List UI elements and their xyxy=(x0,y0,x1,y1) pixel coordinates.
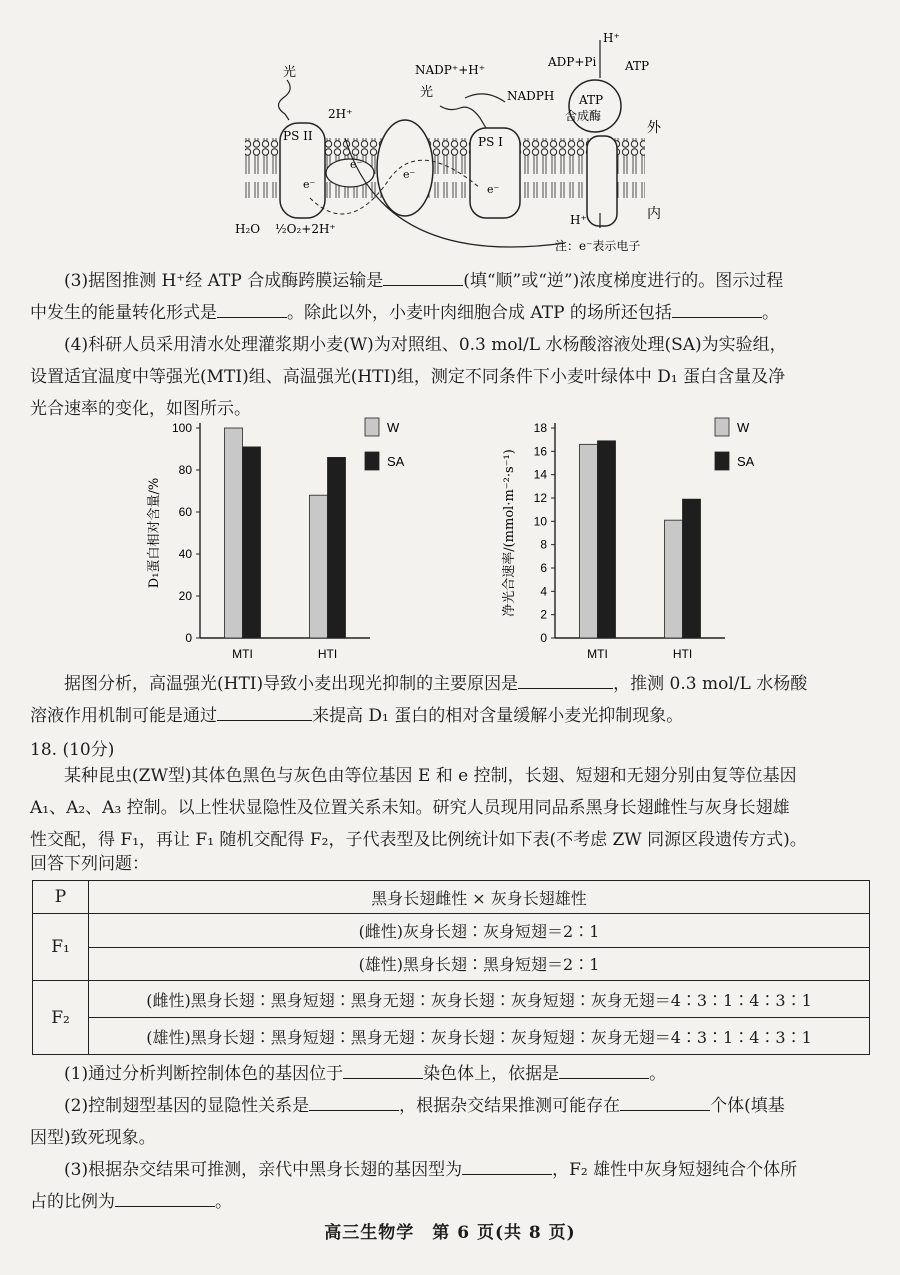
nadph-label: NADPH xyxy=(507,89,555,103)
table-row xyxy=(33,1018,870,1055)
cross-table xyxy=(32,880,870,1055)
legend-swatch-sa xyxy=(365,452,379,470)
answer-blank[interactable] xyxy=(309,1092,399,1111)
y-tick-label: 16 xyxy=(533,444,547,459)
atp-label: ATP xyxy=(625,59,650,73)
q18-intro1: 某种昆虫(ZW型)其体色黑色与灰色由等位基因 E 和 e 控制，长翅、短翅和无翅分别由复等位基因 xyxy=(64,766,797,786)
answer-blank[interactable] xyxy=(559,1060,649,1079)
p-label: P xyxy=(33,881,89,914)
psii-label: PS II xyxy=(283,129,313,143)
electron-label-1: e⁻ xyxy=(303,178,316,191)
nadph-arrow xyxy=(465,94,505,102)
answer-blank[interactable] xyxy=(217,299,287,318)
light-arrow-2 xyxy=(440,106,486,128)
x-tick-label: MTI xyxy=(232,647,253,661)
y-tick-label: 80 xyxy=(178,463,192,477)
q18-sub3: (3)根据杂交结果可推测，亲代中黑身长翅的基因型为 ，F₂ 雄性中灰身短翅纯合个体所 xyxy=(30,1154,870,1186)
bar-w-hti xyxy=(310,495,328,638)
diagram-note: 注：e⁻表示电子 xyxy=(555,239,641,253)
answer-blank[interactable] xyxy=(518,670,613,689)
bar-sa-hti xyxy=(683,499,701,638)
y-axis-label: 净光合速率/(mmol·m⁻²·s⁻¹) xyxy=(502,449,517,617)
y-tick-label: 18 xyxy=(533,421,547,435)
psi-label: PS I xyxy=(478,135,503,149)
electron-label-2: e⁻ xyxy=(350,158,363,171)
legend-swatch-sa xyxy=(715,452,729,470)
q18-intro3: 性交配，得 F₁，再让 F₁ 随机交配得 F₂，子代表型及比例统计如下表(不考虑 ZW 同源区段遗传方式)。 xyxy=(30,830,807,850)
p-cross: 黑身长翅雌性 × 灰身长翅雄性 xyxy=(89,881,870,914)
y-tick-label: 40 xyxy=(178,547,192,561)
f1-label: F₁ xyxy=(33,914,89,981)
bar-sa-mti xyxy=(598,441,616,638)
light-label-2: 光 xyxy=(420,85,434,100)
x-tick-label: HTI xyxy=(672,647,693,661)
light-arrow-1 xyxy=(278,80,290,120)
y-tick-label: 14 xyxy=(533,467,547,482)
q4-line2: 设置适宜温度中等强光(MTI)组、高温强光(HTI)组，测定不同条件下小麦叶绿体中 D₁ 蛋白含量及净 xyxy=(30,367,786,387)
atp-synthase-label-2: 合成酶 xyxy=(565,109,602,123)
q18-sub2: (2)控制翅型基因的显隐性关系是 ，根据杂交结果推测可能存在 个体(填基 xyxy=(30,1090,870,1122)
bar-charts xyxy=(130,410,830,665)
h-top-label: H⁺ xyxy=(603,31,620,45)
q4-line1: (4)科研人员采用清水处理灌浆期小麦(W)为对照组、0.3 mol/L 水杨酸溶液处理(SA)为实验组， xyxy=(64,335,787,355)
table-row xyxy=(33,881,870,914)
y-tick-label: 20 xyxy=(178,589,192,603)
adp-pi-label: ADP+Pi xyxy=(548,55,597,69)
electron-label-3: e⁻ xyxy=(403,168,416,181)
bar-w-mti xyxy=(580,444,598,638)
bar-w-hti xyxy=(665,520,683,638)
q4-after-line2: 溶液作用机制可能是通过 来提高 D₁ 蛋白的相对含量缓解小麦光抑制现象。 xyxy=(30,700,870,732)
q18-sub2-cont: 因型)致死现象。 xyxy=(30,1128,156,1148)
q3-line1: (3)据图推测 H⁺经 ATP 合成酶跨膜运输是 (填“顺”或“逆”)浓度梯度进行的。图示过程 xyxy=(30,265,870,297)
legend-label-w: W xyxy=(737,420,750,435)
light-label-1: 光 xyxy=(283,65,297,80)
answer-blank[interactable] xyxy=(620,1092,710,1111)
thylakoid-diagram xyxy=(225,28,685,258)
q4-after-line1: 据图分析，高温强光(HTI)导致小麦出现光抑制的主要原因是 ，推测 0.3 mol/L 水杨酸 xyxy=(30,668,870,700)
x-tick-label: MTI xyxy=(587,647,608,661)
q18-sub1: (1)通过分析判断控制体色的基因位于 染色体上，依据是 。 xyxy=(30,1058,870,1090)
o2-label: ½O₂+2H⁺ xyxy=(275,222,336,236)
y-tick-label: 4 xyxy=(540,584,547,599)
two-h-label: 2H⁺ xyxy=(328,107,353,121)
q18-sub3-cont: 占的比例为 。 xyxy=(30,1186,870,1218)
y-tick-label: 0 xyxy=(185,631,192,645)
h2o-label: H₂O xyxy=(235,222,261,236)
legend-label-w: W xyxy=(387,420,400,435)
f1-female: (雌性)灰身长翅∶灰身短翅＝2∶1 xyxy=(89,914,870,948)
x-tick-label: HTI xyxy=(317,647,338,661)
f2-label: F₂ xyxy=(33,981,89,1055)
answer-blank[interactable] xyxy=(383,267,463,286)
table-row xyxy=(33,914,870,948)
table-row xyxy=(33,981,870,1018)
answer-blank[interactable] xyxy=(217,702,312,721)
answer-blank[interactable] xyxy=(462,1156,552,1175)
q18-intro4: 回答下列问题： xyxy=(30,854,149,874)
bar-sa-mti xyxy=(243,447,261,638)
q18-intro2: A₁、A₂、A₃ 控制。以上性状显隐性及位置关系未知。研究人员现用同品系黑身长翅雌性与灰身长翅雄 xyxy=(30,798,790,818)
atp-synthase-stalk xyxy=(587,136,617,226)
answer-blank[interactable] xyxy=(115,1188,215,1207)
bar-sa-hti xyxy=(328,457,346,638)
table-row xyxy=(33,947,870,981)
outside-label: 外 xyxy=(647,120,661,136)
y-tick-label: 100 xyxy=(171,421,192,435)
y-axis-label: D₁蛋白相对含量/% xyxy=(147,477,162,589)
y-tick-label: 2 xyxy=(540,607,547,622)
q18-heading: 18. (10分) xyxy=(30,740,115,760)
q4-line3: 光合速率的变化，如图所示。 xyxy=(30,399,251,419)
f2-female: (雌性)黑身长翅∶黑身短翅∶黑身无翅∶灰身长翅∶灰身短翅∶灰身无翅＝4∶3∶1∶4∶3∶1 xyxy=(89,981,870,1018)
y-tick-label: 10 xyxy=(533,514,547,529)
bar-w-mti xyxy=(225,428,243,638)
y-tick-label: 6 xyxy=(540,561,547,575)
atp-synthase-label-1: ATP xyxy=(579,93,604,107)
y-tick-label: 8 xyxy=(540,537,547,552)
legend-swatch-w xyxy=(365,418,379,436)
electron-label-4: e⁻ xyxy=(487,183,500,196)
y-tick-label: 60 xyxy=(178,505,192,519)
page-footer: 高三生物学 第 6 页(共 8 页) xyxy=(324,1223,576,1243)
q3-line2: 中发生的能量转化形式是 。除此以外，小麦叶肉细胞合成 ATP 的场所还包括 。 xyxy=(30,297,870,329)
f1-male: (雄性)黑身长翅∶黑身短翅＝2∶1 xyxy=(89,947,870,981)
h-bottom-label: H⁺ xyxy=(570,213,587,227)
inside-label: 内 xyxy=(647,206,661,222)
nadp-label: NADP⁺+H⁺ xyxy=(415,63,486,77)
f2-male: (雄性)黑身长翅∶黑身短翅∶黑身无翅∶灰身长翅∶灰身短翅∶灰身无翅＝4∶3∶1∶4∶3∶1 xyxy=(89,1018,870,1055)
y-tick-label: 12 xyxy=(533,491,547,505)
legend-swatch-w xyxy=(715,418,729,436)
y-tick-label: 0 xyxy=(540,631,547,645)
answer-blank[interactable] xyxy=(343,1060,423,1079)
legend-label-sa: SA xyxy=(387,454,405,469)
legend-label-sa: SA xyxy=(737,454,755,469)
answer-blank[interactable] xyxy=(672,299,762,318)
